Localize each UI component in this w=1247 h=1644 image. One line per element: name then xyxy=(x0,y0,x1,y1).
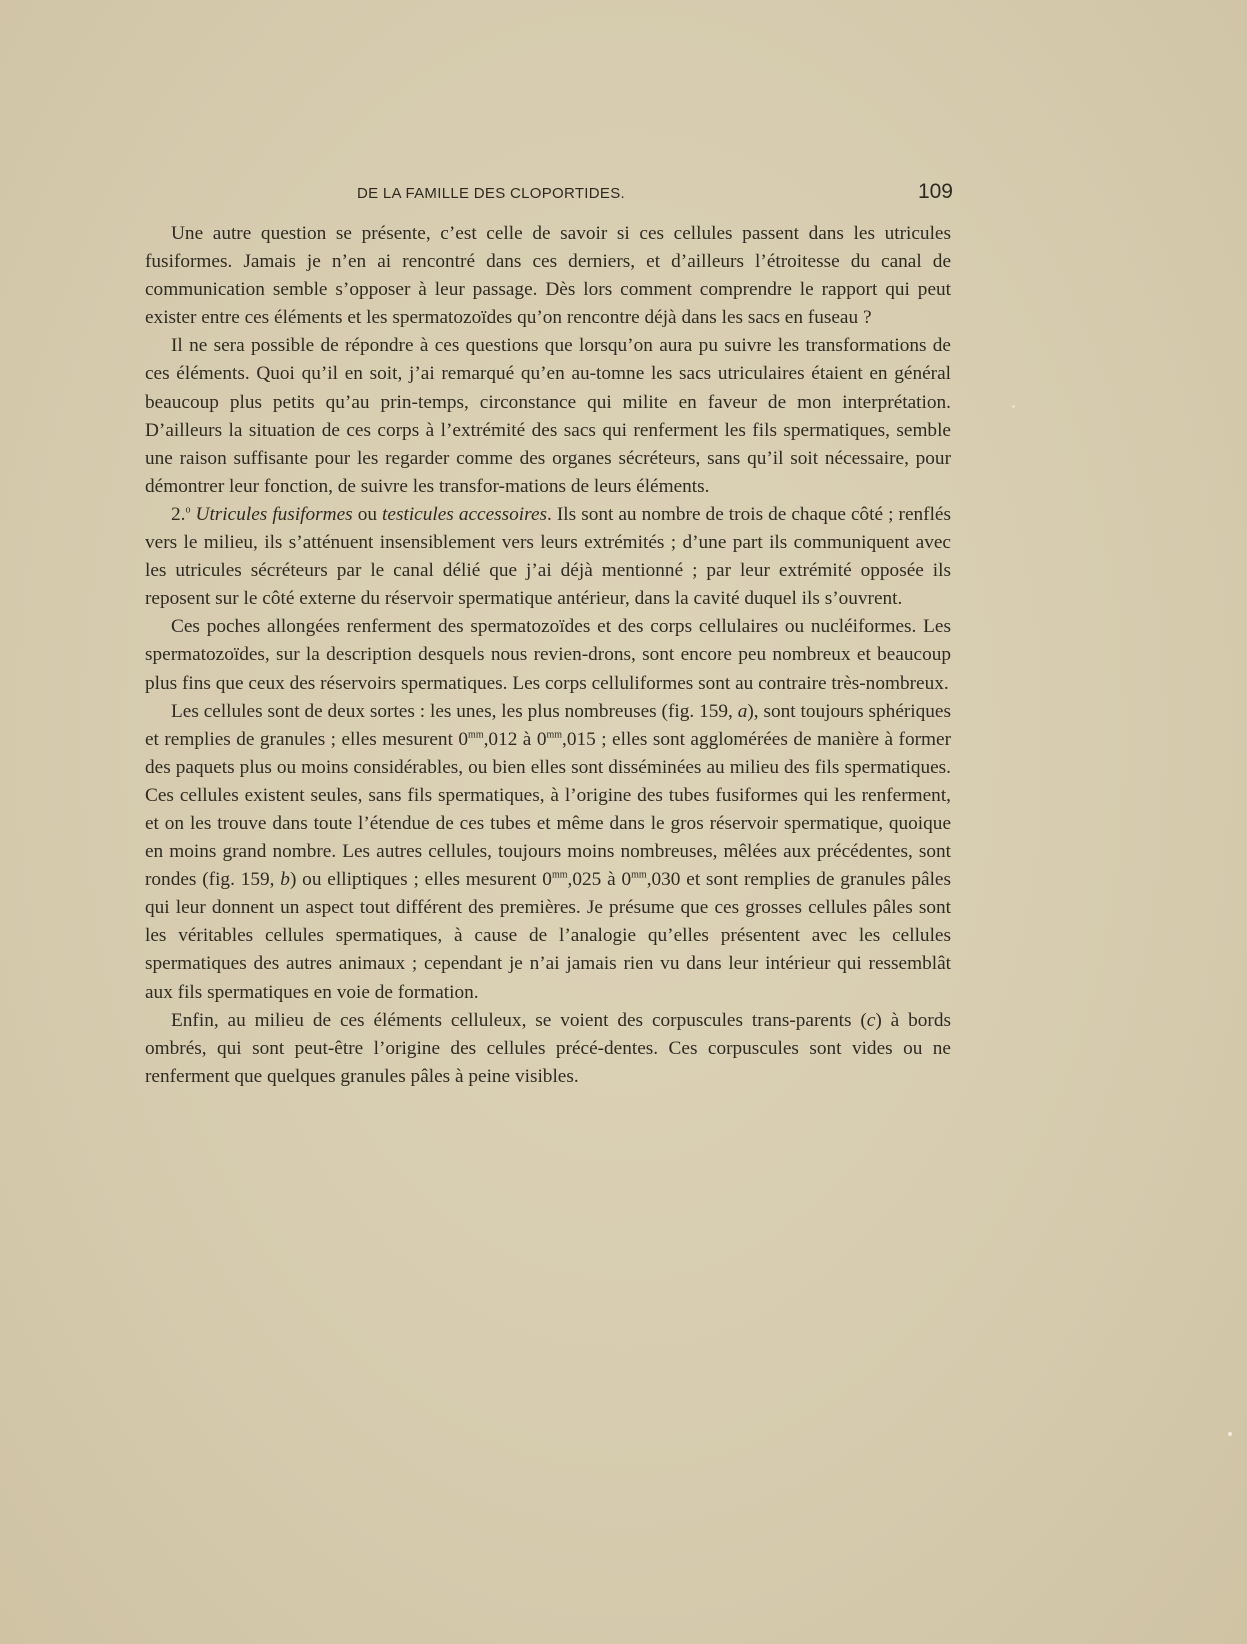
paragraph-6-text: Enfin, au milieu de ces éléments celluleux, se voient des corpuscules trans-parents ( xyxy=(171,1009,867,1031)
paragraph-4: Ces poches allongées renferment des spermatozoïdes et des corps cellulaires ou nucléiformes. Les spermatozoïdes, sur la description desquels nous revien-drons, sont encore peu nombreux et beaucoup plus fins que ceux des réservoirs spermatiques. Les corps celluliformes sont au contraire très-nombreux. xyxy=(145,616,951,694)
paragraph-5-text: ) ou elliptiques ; elles mesurent 0 xyxy=(289,869,552,891)
paragraph-5-text: ,030 et sont remplies de granules pâles qui leur donnent un aspect tout différent des premières. Je présume que ces grosses cellules pâles sont les véritables cellules spermatiques, à cause de l’analogie qu’elles présentent avec les cellules spermatiques des autres animaux ; cependant je n’ai jamais rien vu dans leur intérieur qui ressemblât aux fils spermatiques en voie de formation. xyxy=(145,869,951,1003)
figure-ref-b: b xyxy=(280,869,290,891)
paragraph-5 xyxy=(145,698,951,1007)
paragraph-5-text: ), sont toujours sphériques et remplies de granules ; elles mesurent 0 xyxy=(145,700,951,750)
unit-mm: mm xyxy=(546,729,563,741)
section-title: Utricules fusiformes xyxy=(195,503,353,525)
page-number: 109 xyxy=(917,180,953,203)
paragraph-6-text: ) à bords ombrés, qui sont peut-être l’origine des cellules précé-dentes. Ces corpuscules sont vides ou ne renferment que quelques granules pâles à peine visibles. xyxy=(145,1009,951,1087)
running-title: DE LA FAMILLE DES CLOPORTIDES. xyxy=(357,185,625,202)
body-text xyxy=(145,220,951,1091)
unit-mm: mm xyxy=(551,869,568,881)
unit-mm: mm xyxy=(631,869,647,881)
paragraph-5-text: ,025 à 0 xyxy=(567,869,632,891)
paper-speck xyxy=(1228,1432,1232,1436)
paragraph-5-text: Les cellules sont de deux sortes : les unes, les plus nombreuses (fig. 159, xyxy=(171,700,738,722)
paragraph-6 xyxy=(145,1007,951,1091)
section-number: 2. xyxy=(171,503,186,525)
paragraph-5-text: ,012 à 0 xyxy=(483,728,547,750)
paragraph-1: Une autre question se présente, c’est celle de savoir si ces cellules passent dans les utricules fusiformes. Jamais je n’en ai rencontré dans ces derniers, et d’ailleurs l’étroitesse du canal de communication semble s’opposer à leur passage. Dès lors comment comprendre le rapport qui peut exister entre ces éléments et les spermatozoïdes qu’on rencontre déjà dans les sacs en fuseau ? xyxy=(145,223,951,329)
figure-ref-c: c xyxy=(866,1009,876,1031)
page-header xyxy=(145,180,953,209)
section-number-sup: o xyxy=(185,504,191,516)
section-connector: ou xyxy=(352,503,383,525)
figure-ref-a: a xyxy=(737,700,748,722)
paragraph-3-text: . Ils sont au nombre de trois de chaque côté ; renflés vers le milieu, ils s’atténuent insensiblement vers leurs extrémités ; d’une part ils communiquent avec les utricules sécréteurs par le canal délié que j’ai déjà mentionné ; par leur extrémité opposée ils reposent sur le côté externe du réservoir spermatique antérieur, dans la cavité duquel ils s’ouvrent. xyxy=(145,503,951,610)
paragraph-5-text: ,015 ; elles sont agglomérées de manière à former des paquets plus ou moins considérables, ou bien elles sont disséminées au milieu des fils spermatiques. Ces cellules existent seules, sans fils spermatiques, à l’origine des tubes fusiformes qui les renferment, et on les trouve dans toute l’étendue de ces tubes et même dans le gros réservoir spermatique, quoique en moins grand nombre. Les autres cellules, toujours moins nombreuses, mêlées aux précédentes, sont rondes (fig. 159, xyxy=(145,728,952,891)
unit-mm: mm xyxy=(468,729,484,741)
paper-speck xyxy=(1012,405,1015,408)
paragraph-2: Il ne sera possible de répondre à ces questions que lorsqu’on aura pu suivre les transformations de ces éléments. Quoi qu’il en soit, j’ai remarqué qu’en au-tomne les sacs utriculaires étaient en général beaucoup plus petits qu’au prin-temps, circonstance qui milite en faveur de mon interprétation. D’ailleurs la situation de ces corps à l’extrémité des sacs qui renferment les fils spermatiques, semble une raison suffisante pour les regarder comme des organes sécréteurs, sans qu’il soit nécessaire, pour démontrer leur fonction, de suivre les transfor-mations de leurs éléments. xyxy=(145,335,951,497)
paragraph-3 xyxy=(145,501,951,613)
section-title-alt: testicules accessoires xyxy=(382,503,548,525)
